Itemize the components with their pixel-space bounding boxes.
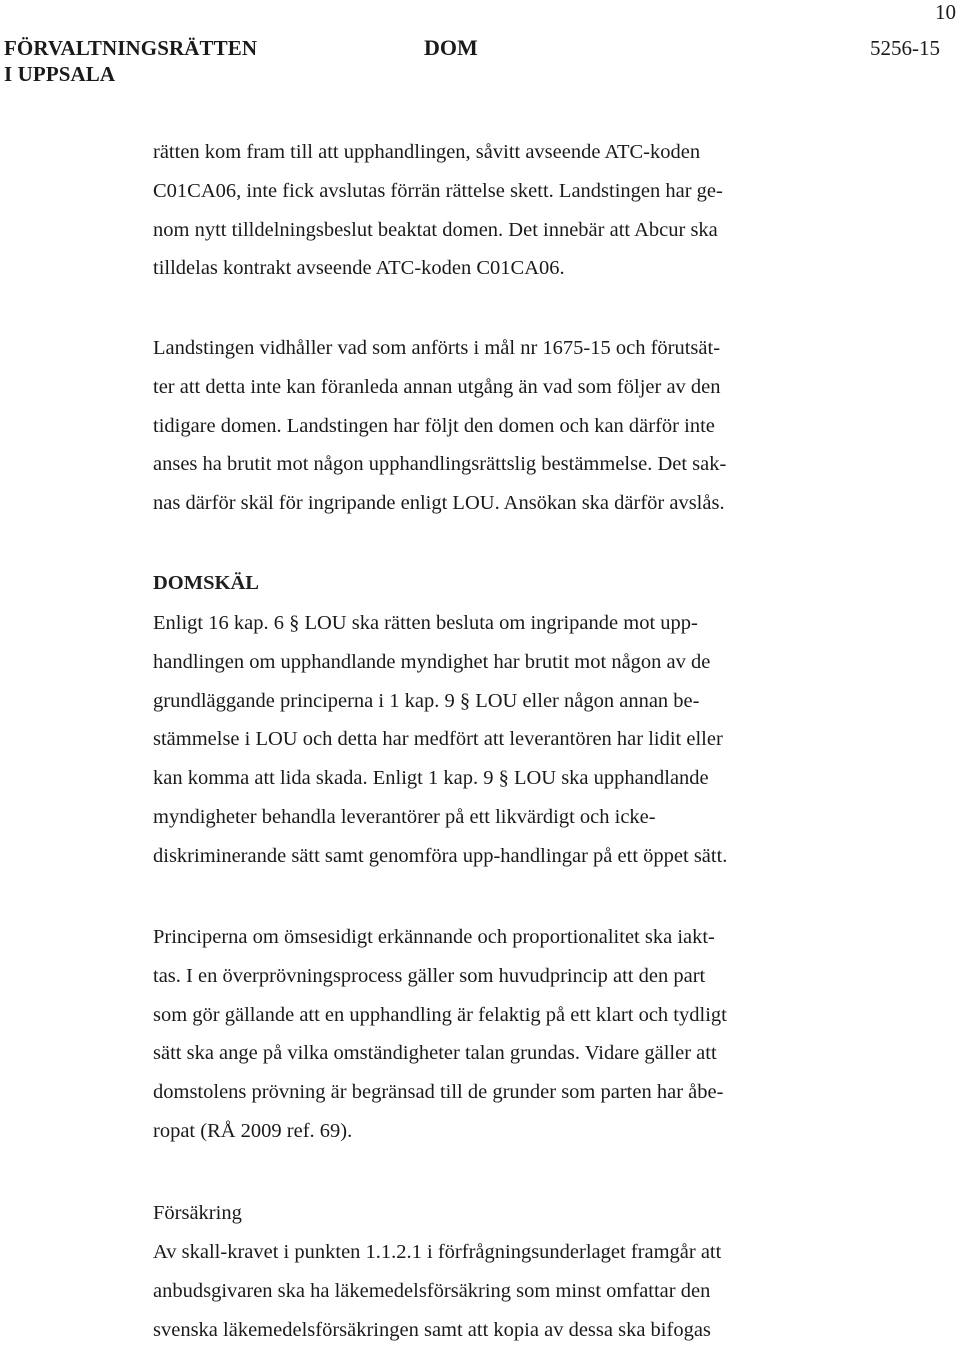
- text-line: stämmelse i LOU och detta har medfört att leverantören har lidit eller: [153, 728, 723, 751]
- section-subheading-forsakring: Försäkring: [153, 1202, 242, 1224]
- text-line: ter att detta inte kan föranleda annan utgång än vad som följer av den: [153, 375, 721, 398]
- text-line: handlingen om upphandlande myndighet har brutit mot någon av de: [153, 650, 711, 673]
- paragraph-2: [153, 329, 813, 523]
- text-line: myndigheter behandla leverantörer på ett likvärdigt och icke-: [153, 805, 656, 828]
- text-line: grundläggande principerna i 1 kap. 9 § LOU eller någon annan be-: [153, 689, 700, 712]
- text-line: tidigare domen. Landstingen har följt den domen och kan därför inte: [153, 414, 715, 437]
- court-name-line-2: I UPPSALA: [4, 62, 116, 86]
- section-heading-domskal: DOMSKÄL: [153, 572, 259, 594]
- court-name-line-1: FÖRVALTNINGSRÄTTEN: [4, 36, 258, 60]
- text-line: anbudsgivaren ska ha läkemedelsförsäkring som minst omfattar den: [153, 1279, 711, 1302]
- page-number: 10: [935, 0, 956, 24]
- text-line: ropat (RÅ 2009 ref. 69).: [153, 1119, 353, 1142]
- text-line: Enligt 16 kap. 6 § LOU ska rätten besluta om ingripande mot upp-: [153, 612, 698, 634]
- court-name: [4, 35, 257, 87]
- text-line: tilldelas kontrakt avseende ATC-koden C01CA06.: [153, 257, 565, 280]
- text-line: Landstingen vidhåller vad som anförts i mål nr 1675-15 och förutsät-: [153, 337, 721, 359]
- case-number: 5256-15: [870, 36, 940, 60]
- text-line: nas därför skäl för ingripande enligt LOU. Ansökan ska därför avslås.: [153, 492, 725, 515]
- text-line: tas. I en överprövningsprocess gäller som huvudprincip att den part: [153, 964, 706, 987]
- paragraph-1: [153, 133, 813, 288]
- text-line: sätt ska ange på vilka omständigheter talan grundas. Vidare gäller att: [153, 1042, 717, 1065]
- text-line: diskriminerande sätt samt genomföra upp-handlingar på ett öppet sätt.: [153, 844, 728, 867]
- paragraph-3: [153, 604, 813, 876]
- text-line: Principerna om ömsesidigt erkännande och proportionalitet ska iakt-: [153, 926, 715, 948]
- text-line: domstolens prövning är begränsad till de grunder som parten har åbe-: [153, 1081, 724, 1104]
- document-type: DOM: [424, 35, 478, 60]
- text-line: som gör gällande att en upphandling är felaktig på ett klart och tydligt: [153, 1003, 727, 1026]
- text-line: svenska läkemedelsförsäkringen samt att kopia av dessa ska bifogas: [153, 1318, 711, 1341]
- text-line: nom nytt tilldelningsbeslut beaktat domen. Det innebär att Abcur ska: [153, 218, 718, 241]
- text-line: kan komma att lida skada. Enligt 1 kap. 9 § LOU ska upphandlande: [153, 767, 709, 790]
- paragraph-4: [153, 918, 813, 1151]
- paragraph-5: [153, 1233, 813, 1349]
- text-line: anses ha brutit mot någon upphandlingsrättslig bestämmelse. Det sak-: [153, 453, 727, 476]
- text-line: C01CA06, inte fick avslutas förrän rättelse skett. Landstingen har ge-: [153, 179, 723, 202]
- text-line: rätten kom fram till att upphandlingen, såvitt avseende ATC-koden: [153, 141, 701, 163]
- text-line: Av skall-kravet i punkten 1.1.2.1 i förfrågningsunderlaget framgår att: [153, 1241, 722, 1263]
